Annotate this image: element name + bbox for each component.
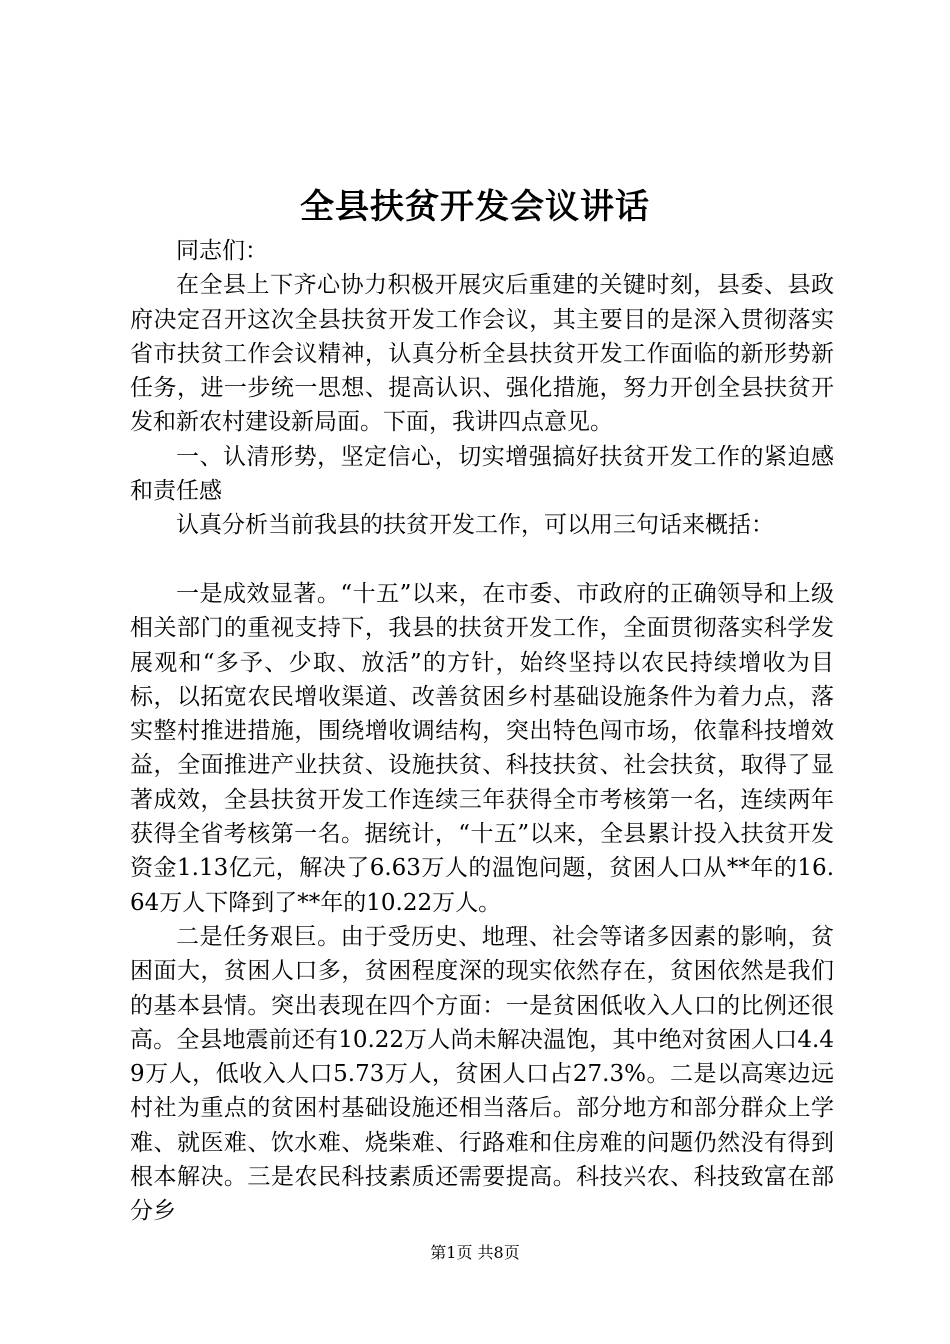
document-body [130, 234, 834, 1229]
salutation: 同志们： [176, 238, 268, 264]
paragraph-achievements: 一是成效显著。“十五”以来，在市委、市政府的正确领导和上级相关部门的重视支持下，我县的扶贫开发工作，全面贯彻落实科学发展观和“多予、少取、放活”的方针，始终坚持以农民持续增收为目标，以拓宽农民增收渠道、改善贫困乡村基础设施条件为着力点，落实整村推进措施，围绕增收调结构，突出特色闯市场，依靠科技增效益，全面推进产业扶贫、设施扶贫、科技扶贫、社会扶贫，取得了显著成效，全县扶贫开发工作连续三年获得全市考核第一名，连续两年获得全省考核第一名。据统计，“十五”以来，全县累计投入扶贫开发资金1.13亿元，解决了6.63万人的温饱问题，贫困人口从**年的16.64万人下降到了**年的10.22万人。 [130, 580, 834, 916]
paragraph-summary: 认真分析当前我县的扶贫开发工作，可以用三句话来概括： [176, 512, 774, 539]
section-heading-1: 一、认清形势，坚定信心，切实增强搞好扶贫开发工作的紧迫感和责任感 [130, 443, 834, 505]
paragraph-gap [130, 543, 834, 577]
paragraph-challenges: 二是任务艰巨。由于受历史、地理、社会等诸多因素的影响，贫困面大，贫困人口多，贫困程度深的现实依然存在，贫困依然是我们的基本县情。突出表现在四个方面：一是贫困低收入人口的比例还很高。全县地震前还有10.22万人尚未解决温饱，其中绝对贫困人口4.49万人，低收入人口5.73万人，贫困人口占27.3%。二是以高寒边远村社为重点的贫困村基础设施还相当落后。部分地方和部分群众上学难、就医难、饮水难、烧柴难、行路难和住房难的问题仍然没有得到根本解决。三是农民科技素质还需要提高。科技兴农、科技致富在部分乡 [130, 923, 834, 1225]
document-title: 全县扶贫开发会议讲话 [300, 187, 650, 227]
page-footer: 第1页 共8页 [430, 1243, 520, 1262]
paragraph-intro: 在全县上下齐心协力积极开展灾后重建的关键时刻，县委、县政府决定召开这次全县扶贫开发工作会议，其主要目的是深入贯彻落实省市扶贫工作会议精神，认真分析全县扶贫开发工作面临的新形势新任务，进一步统一思想、提高认识、强化措施，努力开创全县扶贫开发和新农村建设新局面。下面，我讲四点意见。 [130, 272, 834, 436]
